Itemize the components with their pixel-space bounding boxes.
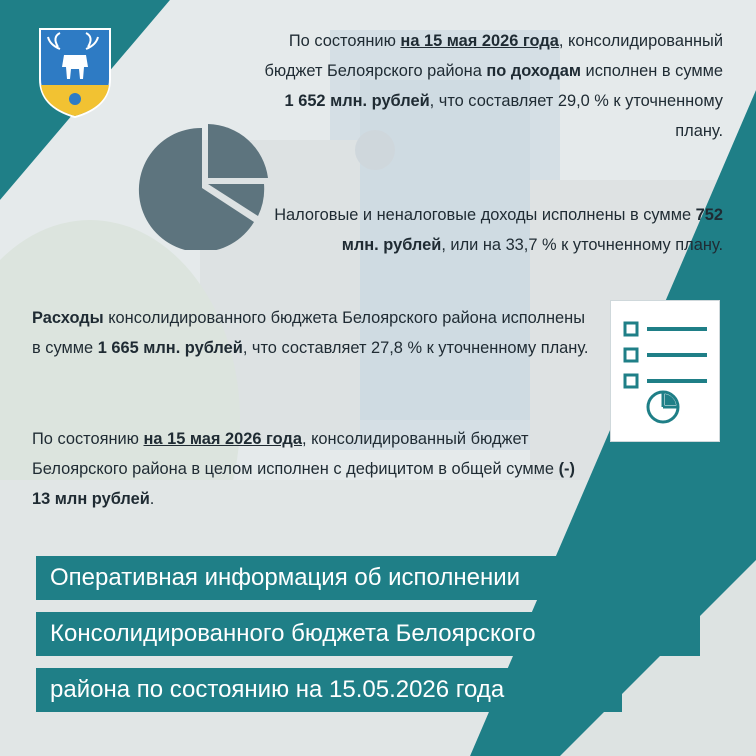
revenue-date: на 15 мая 2026 года <box>400 32 559 50</box>
revenue-income-label: по доходам <box>486 62 581 80</box>
title-banner-line-1: Оперативная информация об исполнении <box>36 556 716 600</box>
deficit-text: , консолидированный бюджет Белоярского района в целом исполнен с дефицитом в общей сумме <box>32 430 559 478</box>
tax-paragraph <box>253 200 723 260</box>
expense-paragraph <box>32 303 592 363</box>
expense-text: консолидированного бюджета Белоярского района исполнены в сумме <box>32 309 585 357</box>
tax-amount: 752 млн. рублей <box>341 206 723 254</box>
checklist-icon <box>611 301 719 441</box>
expense-label: Расходы <box>32 309 104 327</box>
deficit-prefix: По состоянию <box>32 430 144 448</box>
revenue-percent: , что составляет 29,0 % к уточненному плану. <box>429 92 723 140</box>
revenue-text: , консолидированный бюджет Белоярского района <box>264 32 723 80</box>
revenue-amount: 1 652 млн. рублей <box>284 92 430 110</box>
tax-percent: , или на 33,7 % к уточненному плану. <box>441 236 723 254</box>
revenue-text-2: исполнен в сумме <box>581 62 723 80</box>
revenue-prefix: По состоянию <box>288 32 401 50</box>
tax-prefix: Налоговые и неналоговые доходы исполнены в сумме <box>274 206 696 224</box>
title-banner-line-2: Консолидированного бюджета Белоярского <box>36 612 700 656</box>
deficit-suffix: . <box>149 490 155 508</box>
deficit-amount: (-) 13 млн рублей <box>32 460 575 508</box>
expense-percent: , что составляет 27,8 % к уточненному плану. <box>242 339 589 357</box>
deficit-paragraph <box>32 424 592 514</box>
title-banner-line-3: района по состоянию на 15.05.2026 года <box>36 668 622 712</box>
checklist-card <box>610 300 720 442</box>
deficit-date: на 15 мая 2026 года <box>143 430 302 448</box>
expense-amount: 1 665 млн. рублей <box>97 339 243 357</box>
pie-chart-icon <box>136 118 268 250</box>
emblem-icon <box>38 27 112 119</box>
revenue-paragraph <box>253 26 723 146</box>
